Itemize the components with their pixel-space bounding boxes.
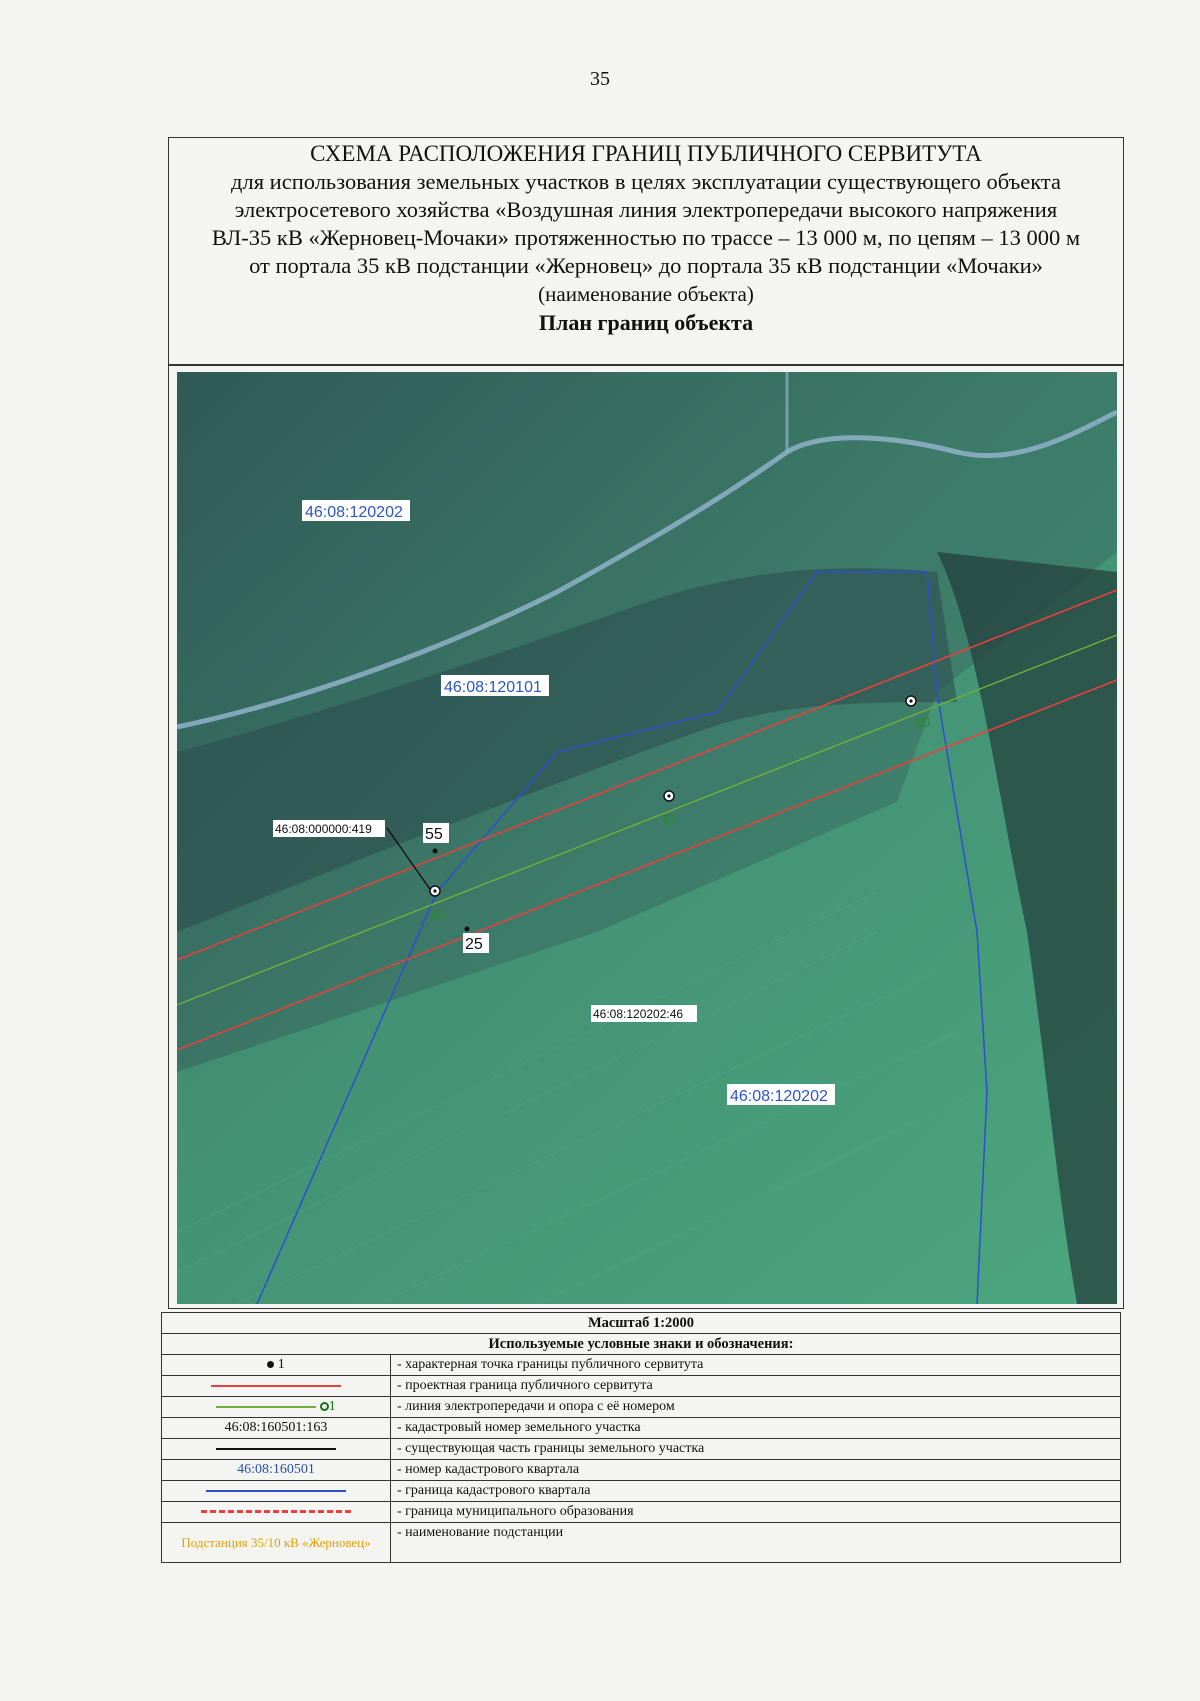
pole-label-82: 82 xyxy=(431,907,447,923)
plan-title: План границ объекта xyxy=(538,310,754,335)
pole-81 xyxy=(664,791,674,801)
point-label-55: 55 xyxy=(425,826,443,843)
legend-row-power-line: 1 - линия электропередачи и опора с её номером xyxy=(162,1397,1121,1418)
black-line-icon xyxy=(216,1448,336,1450)
title-block xyxy=(168,137,1124,365)
title-line-1: для использования земельных участков в целях эксплуатации существующего объекта xyxy=(231,169,1061,194)
pole-label-81: 81 xyxy=(663,811,679,827)
parcel-label-field: 46:08:120202:46 xyxy=(593,1007,684,1021)
legend-row-parcel-boundary: - существующая часть границы земельного участка xyxy=(162,1439,1121,1460)
boundary-point-25 xyxy=(465,927,470,932)
legend-row-parcel-number: 46:08:160501:163 - кадастровый номер земельного участка xyxy=(162,1418,1121,1439)
quarter-label-center: 46:08:120101 xyxy=(444,679,542,696)
green-line-icon xyxy=(216,1406,316,1408)
pole-82 xyxy=(430,886,440,896)
legend-row-boundary-point: 1 - характерная точка границы публичного сервитута xyxy=(162,1355,1121,1376)
legend-row-quarter-boundary: - граница кадастрового квартала xyxy=(162,1481,1121,1502)
pole-80 xyxy=(906,696,916,706)
quarter-label-se: 46:08:120202 xyxy=(730,1088,828,1105)
title-line-3: ВЛ-35 кВ «Жерновец-Мочаки» протяженностью по трассе – 13 000 м, по цепям – 13 000 м xyxy=(211,225,1081,250)
legend-row-servitude-boundary: - проектная граница публичного сервитута xyxy=(162,1376,1121,1397)
legend-row-quarter-number: 46:08:160501 - номер кадастрового квартала xyxy=(162,1460,1121,1481)
legend-row-substation: Подстанция 35/10 кВ «Жерновец» - наименование подстанции xyxy=(162,1523,1121,1563)
title-line-4: от портала 35 кВ подстанции «Жерновец» до портала 35 кВ подстанции «Мочаки» xyxy=(249,253,1043,278)
boundary-point-55 xyxy=(433,849,438,854)
legend-row-municipal-boundary: - граница муниципального образования xyxy=(162,1502,1121,1523)
blue-line-icon xyxy=(206,1490,346,1492)
page-number: 35 xyxy=(590,68,610,90)
title-main: СХЕМА РАСПОЛОЖЕНИЯ ГРАНИЦ ПУБЛИЧНОГО СЕРВИТУТА xyxy=(310,141,982,166)
map-canvas xyxy=(177,372,1117,1304)
red-dashed-line-icon xyxy=(201,1510,351,1513)
object-caption: (наименование объекта) xyxy=(538,282,754,306)
legend-header: Используемые условные знаки и обозначения: xyxy=(162,1334,1121,1355)
map-scale: Масштаб 1:2000 xyxy=(162,1313,1121,1334)
parcel-label-line: 46:08:000000:419 xyxy=(275,822,372,836)
pole-label-80: 80 xyxy=(915,714,931,730)
boundary-point-icon xyxy=(267,1361,274,1368)
point-label-25: 25 xyxy=(465,936,483,953)
map-frame xyxy=(168,365,1124,1309)
title-line-2: электросетевого хозяйства «Воздушная линия электропередачи высокого напряжения xyxy=(234,197,1058,222)
legend-table xyxy=(161,1312,1121,1563)
quarter-label-nw: 46:08:120202 xyxy=(305,504,403,521)
pole-ring-icon xyxy=(320,1402,329,1411)
red-line-icon xyxy=(211,1385,341,1387)
